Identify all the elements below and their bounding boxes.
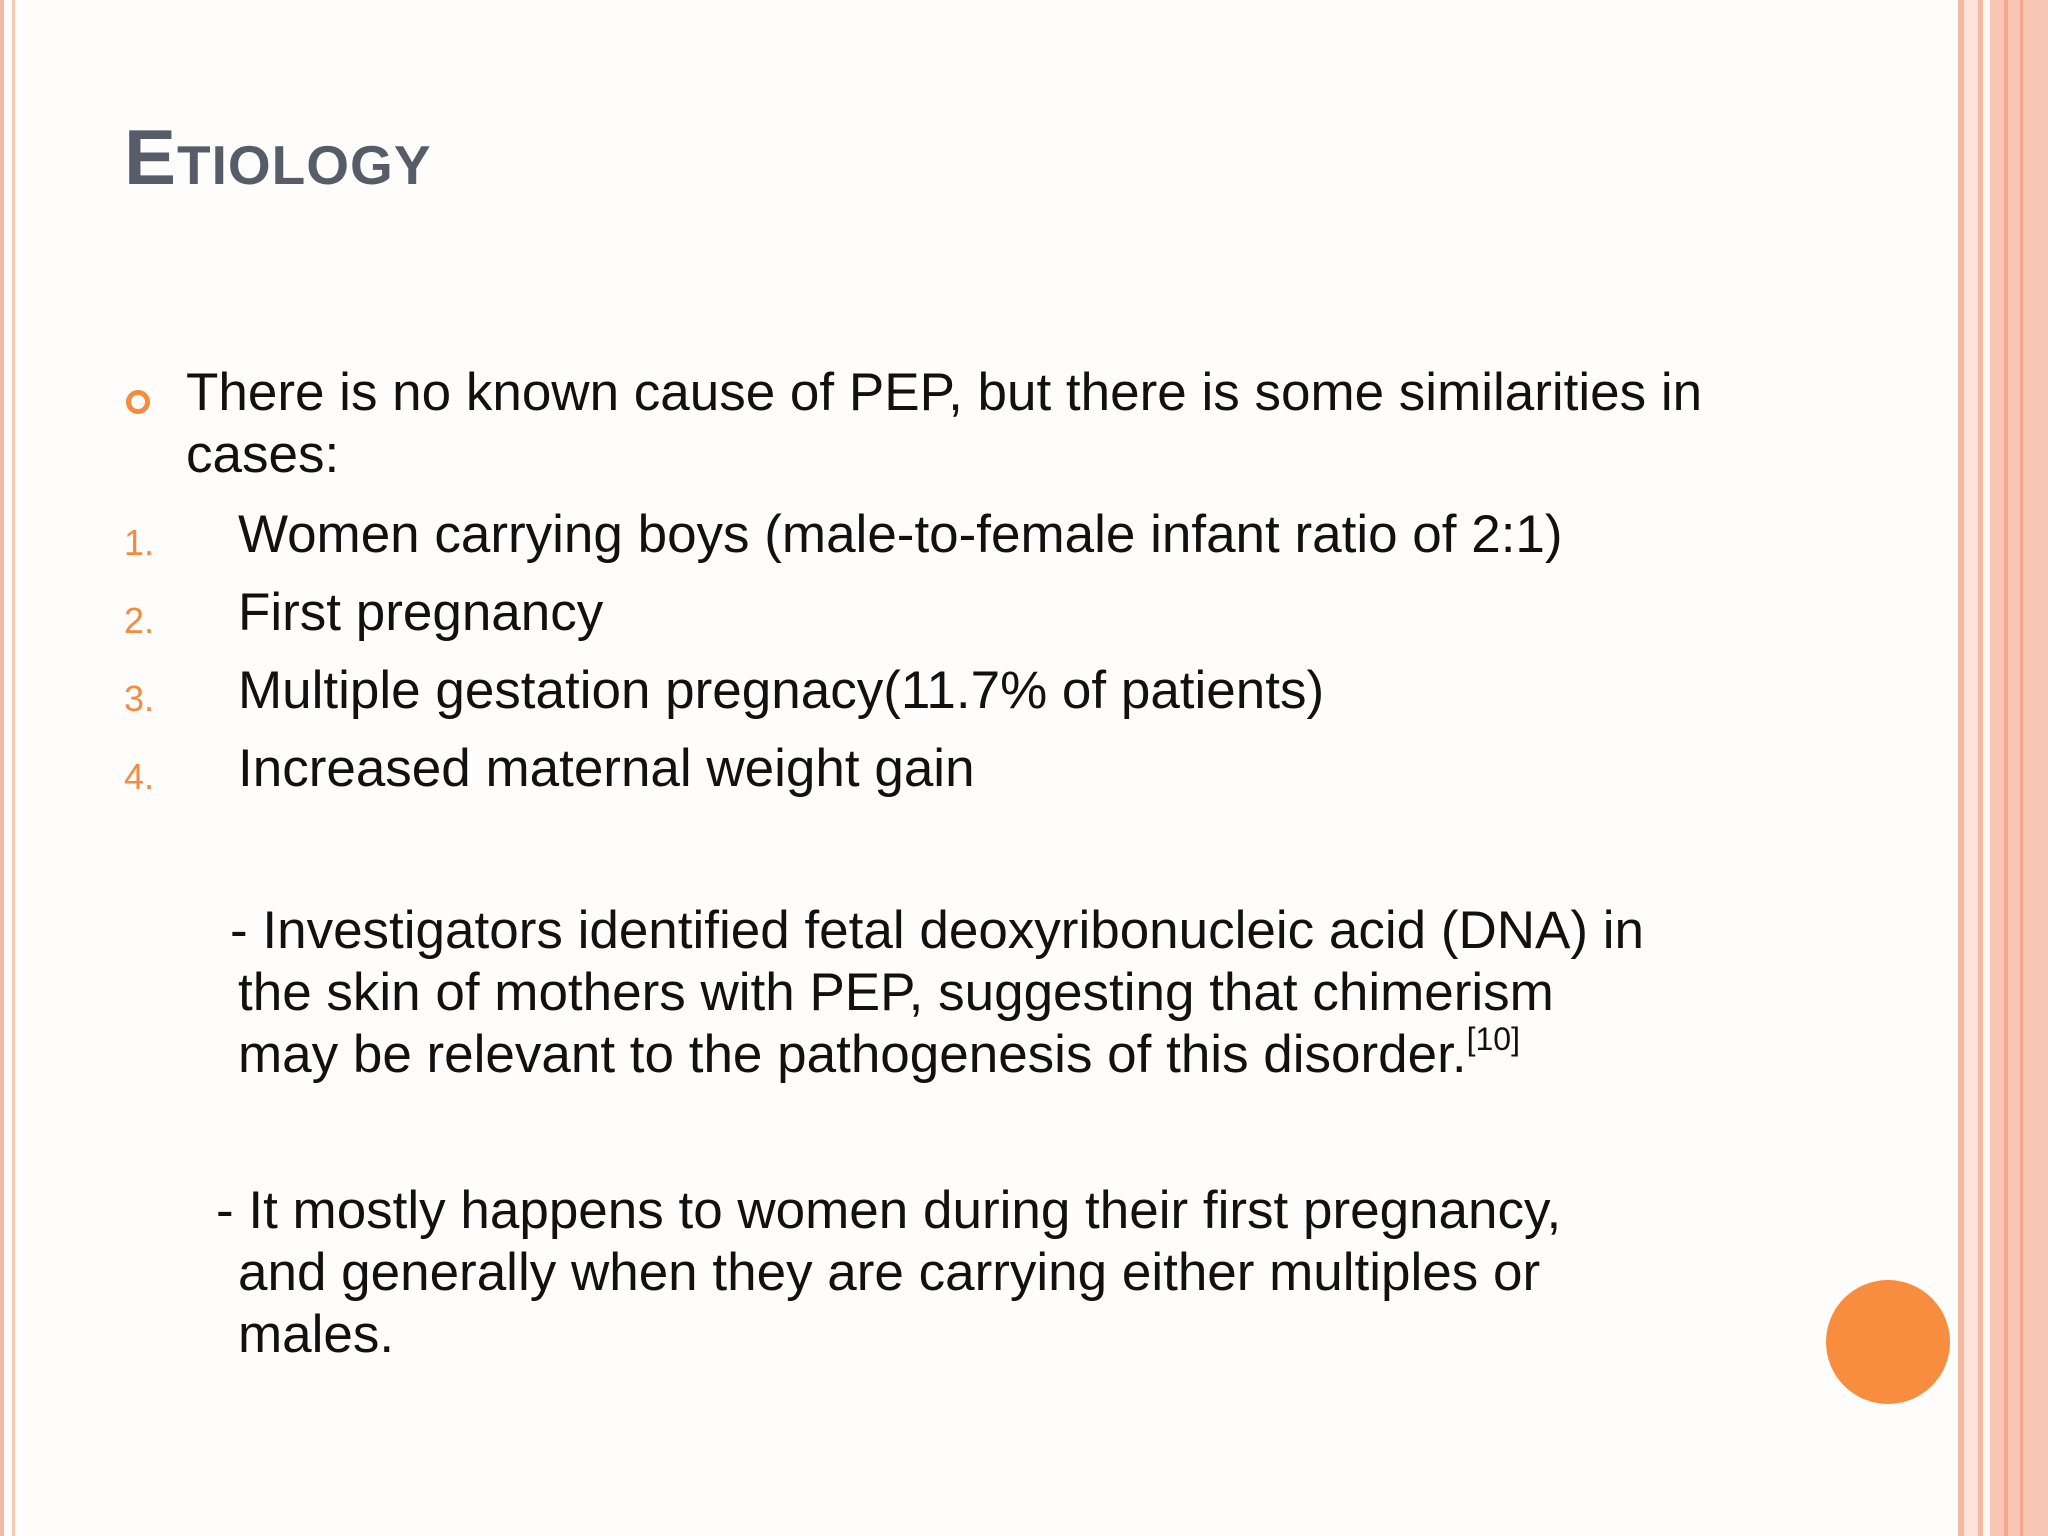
paragraph-line: - It mostly happens to women during their first pregnancy, [216,1181,1562,1240]
list-item-text: Increased maternal weight gain [238,739,975,798]
numbered-list [0,504,1700,816]
first-pregnancy-paragraph [216,1180,1756,1366]
slide-title: Etiology [124,113,432,201]
list-marker: 4. [124,756,155,797]
citation: [10] [1466,1021,1520,1057]
list-item [0,738,1700,816]
paragraph-line: males. [238,1305,395,1364]
list-marker: 3. [124,678,155,719]
paragraph-line-text: may be relevant to the pathogenesis of this disorder. [238,1025,1467,1084]
right-stripe [2020,0,2023,1536]
bullet-text: There is no known cause of PEP, but there is some similarities in cases: [186,363,1703,484]
paragraph-line: and generally when they are carrying either multiples or [238,1243,1541,1302]
dna-paragraph [230,900,1770,1086]
right-stripe [1983,0,1990,1536]
list-item-text: Multiple gestation pregnacy(11.7% of patients) [238,661,1325,720]
list-marker: 1. [124,522,155,563]
orange-circle-decoration [1826,1280,1950,1404]
list-marker: 2. [124,600,155,641]
list-item [0,660,1700,738]
paragraph-line: - Investigators identified fetal deoxyribonucleic acid (DNA) in [230,901,1644,960]
list-item [0,582,1700,660]
ring-bullet-icon [126,390,150,414]
list-item-text: Women carrying boys (male-to-female infant ratio of 2:1) [238,505,1563,564]
paragraph-line [230,1021,1770,1086]
list-item-text: First pregnancy [238,583,604,642]
right-stripe [1990,0,2048,1536]
right-stripe [2004,0,2008,1536]
list-item [0,504,1700,582]
paragraph-line: the skin of mothers with PEP, suggesting that chimerism [238,963,1554,1022]
right-stripe [1964,0,1978,1536]
